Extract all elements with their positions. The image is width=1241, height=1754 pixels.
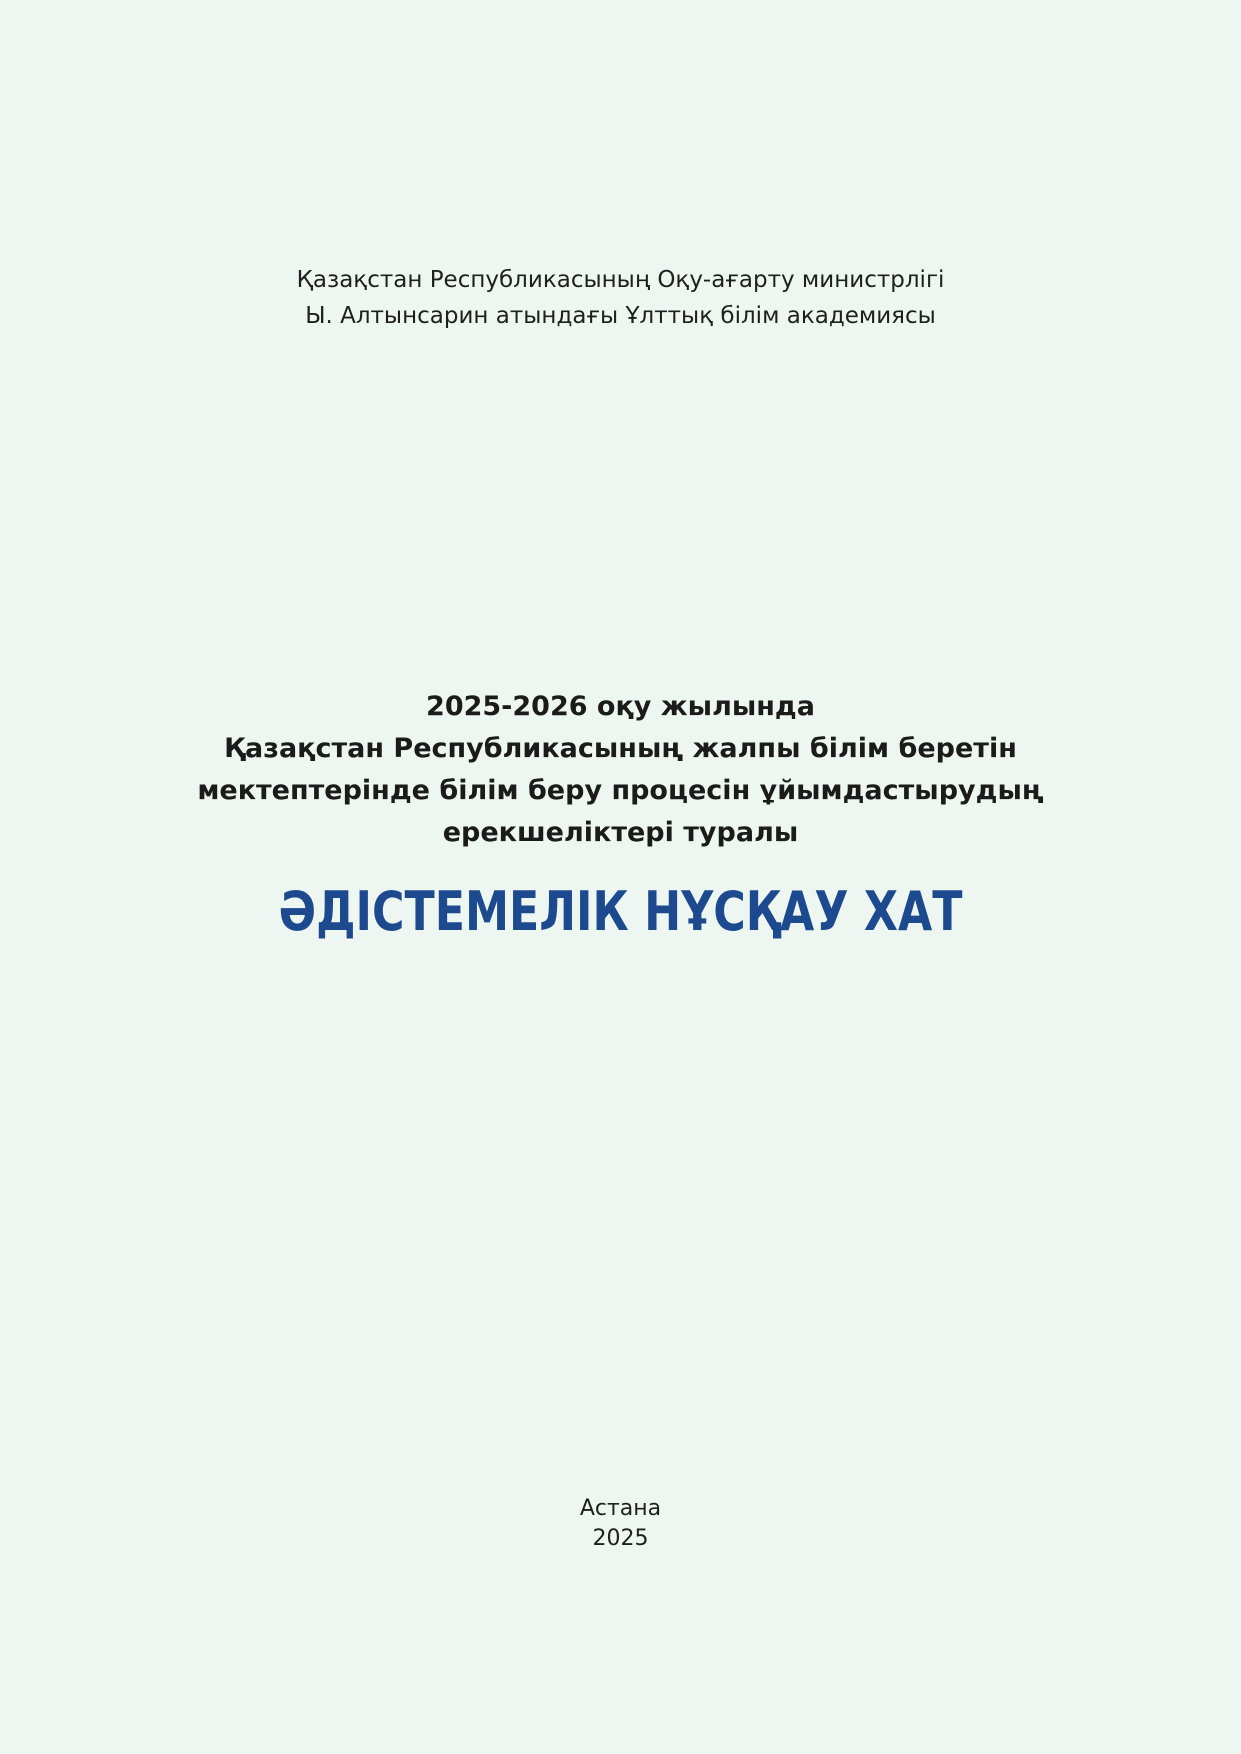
document-subject — [0, 686, 1241, 854]
publisher-block — [0, 262, 1241, 334]
subject-line: 2025-2026 оқу жылында — [426, 691, 815, 722]
document-type-title: ӘДІСТЕМЕЛІК НҰСҚАУ ХАТ — [278, 880, 963, 943]
imprint-block — [0, 1494, 1241, 1554]
publication-year: 2025 — [592, 1526, 649, 1551]
publication-city: Астана — [579, 1496, 662, 1521]
ministry-name: Қазақстан Республикасының Оқу-ағарту министрлігі — [296, 267, 945, 293]
academy-name: Ы. Алтынсарин атындағы Ұлттық білім академиясы — [305, 303, 936, 329]
subject-line: ерекшеліктері туралы — [442, 817, 799, 848]
subject-line: мектептерінде білім беру процесін ұйымдастырудың — [197, 775, 1044, 806]
subject-line: Қазақстан Республикасының жалпы білім беретін — [224, 733, 1017, 764]
